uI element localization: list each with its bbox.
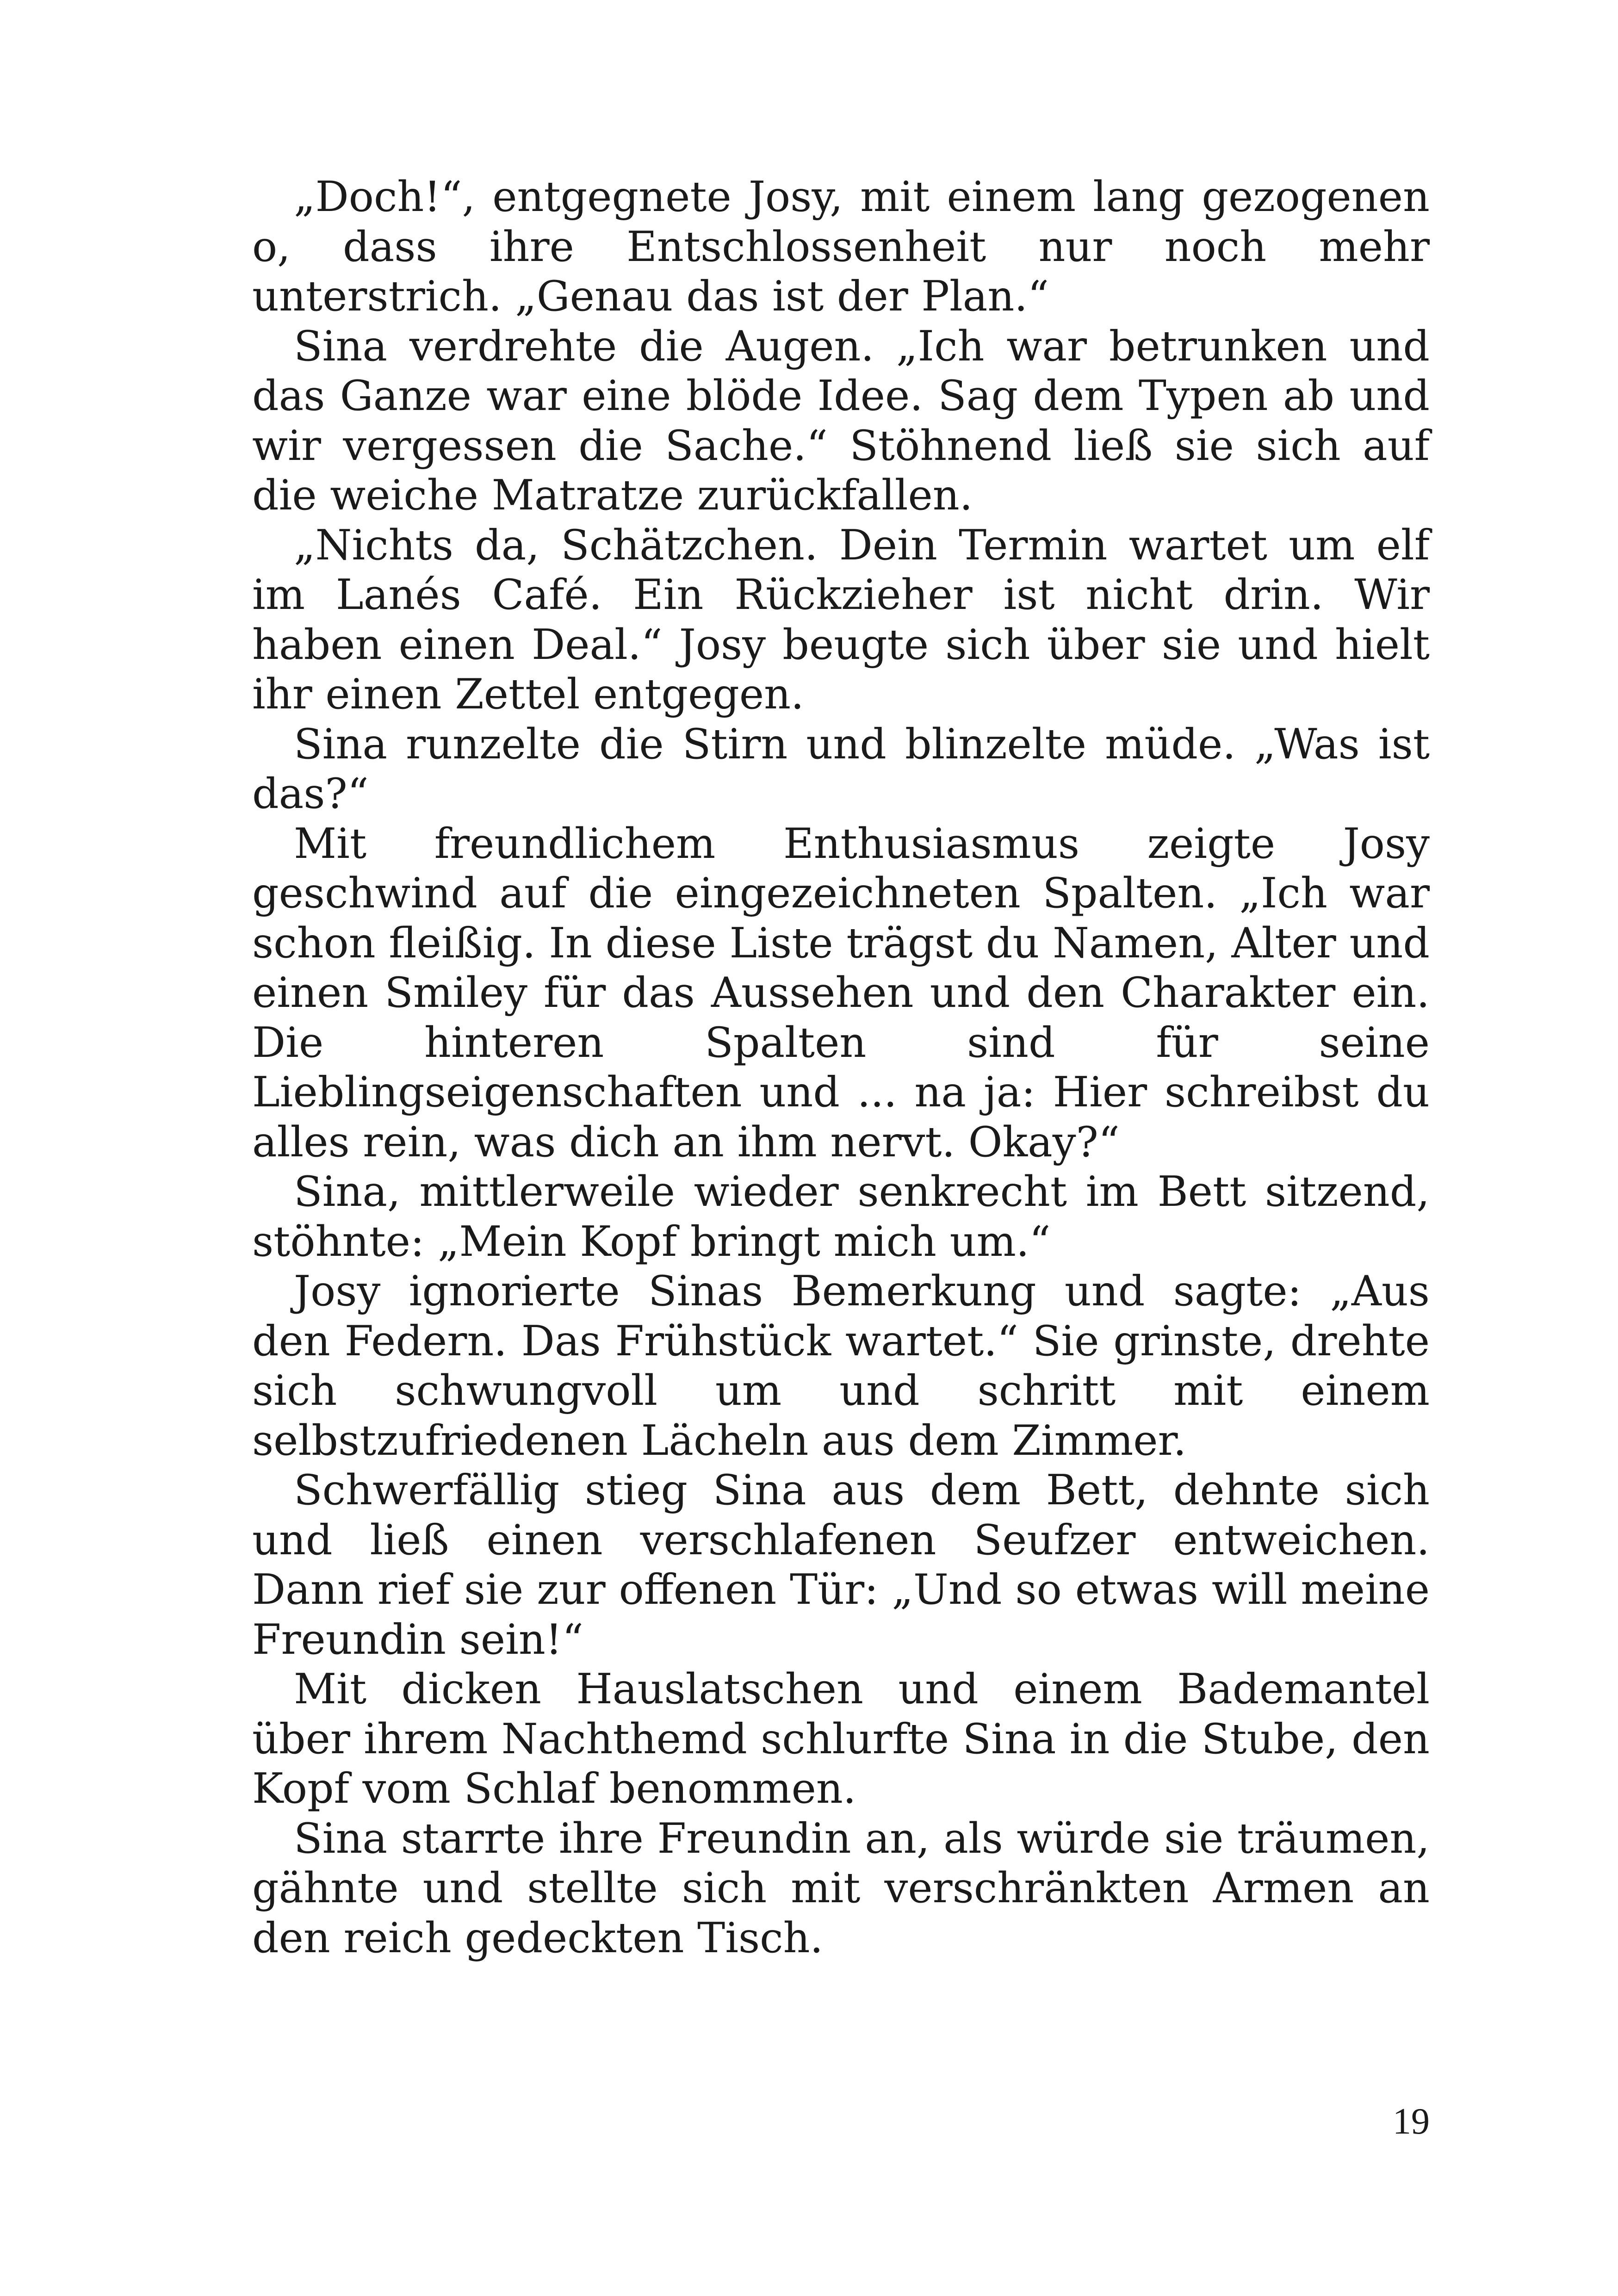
paragraph: Sina verdrehte die Augen. „Ich war betrunken und das Ganze war eine blöde Idee. Sag dem Typen ab und wir vergessen die Sache.“ Stöhnend ließ sie sich auf die weiche Matratze zurückfallen. xyxy=(252,322,1430,520)
paragraph: Sina runzelte die Stirn und blinzelte müde. „Was ist das?“ xyxy=(252,720,1430,818)
paragraph: „Doch!“, entgegnete Josy, mit einem lang gezogenen o, dass ihre Entschlossenheit nur noch mehr unterstrich. „Genau das ist der Plan.“ xyxy=(252,173,1430,321)
paragraph: Mit dicken Hauslatschen und einem Bademantel über ihrem Nachthemd schlurfte Sina in die Stube, den Kopf vom Schlaf benommen. xyxy=(252,1665,1430,1813)
paragraph: Schwerfällig stieg Sina aus dem Bett, dehnte sich und ließ einen verschlafenen Seufzer entweichen. Dann rief sie zur offenen Tür: „Und so etwas will meine Freundin sein!“ xyxy=(252,1466,1430,1664)
paragraph: „Nichts da, Schätzchen. Dein Termin wartet um elf im Lanés Café. Ein Rückzieher ist nicht drin. Wir haben einen Deal.“ Josy beugte sich über sie und hielt ihr einen Zettel entgegen. xyxy=(252,521,1430,719)
page-number: 19 xyxy=(1393,2101,1430,2142)
paragraph: Josy ignorierte Sinas Bemerkung und sagte: „Aus den Federn. Das Frühstück wartet.“ Sie grinste, drehte sich schwungvoll um und schritt mit einem selbstzufriedenen Lächeln aus dem Zimmer. xyxy=(252,1267,1430,1465)
body-text xyxy=(252,172,1430,1963)
paragraph: Sina, mittlerweile wieder senkrecht im Bett sitzend, stöhnte: „Mein Kopf bringt mich um.“ xyxy=(252,1167,1430,1266)
paragraph: Mit freundlichem Enthusiasmus zeigte Josy geschwind auf die eingezeichneten Spalten. „Ich war schon fleißig. In diese Liste trägst du Namen, Alter und einen Smiley für das Aussehen und den Charakter ein. Die hinteren Spalten sind für seine Lieblingseigenschaften und ... na ja: Hier schreibst du alles rein, was dich an ihm nervt. Okay?“ xyxy=(252,819,1430,1167)
paragraph: Sina starrte ihre Freundin an, als würde sie träumen, gähnte und stellte sich mit verschränkten Armen an den reich gedeckten Tisch. xyxy=(252,1814,1430,1962)
